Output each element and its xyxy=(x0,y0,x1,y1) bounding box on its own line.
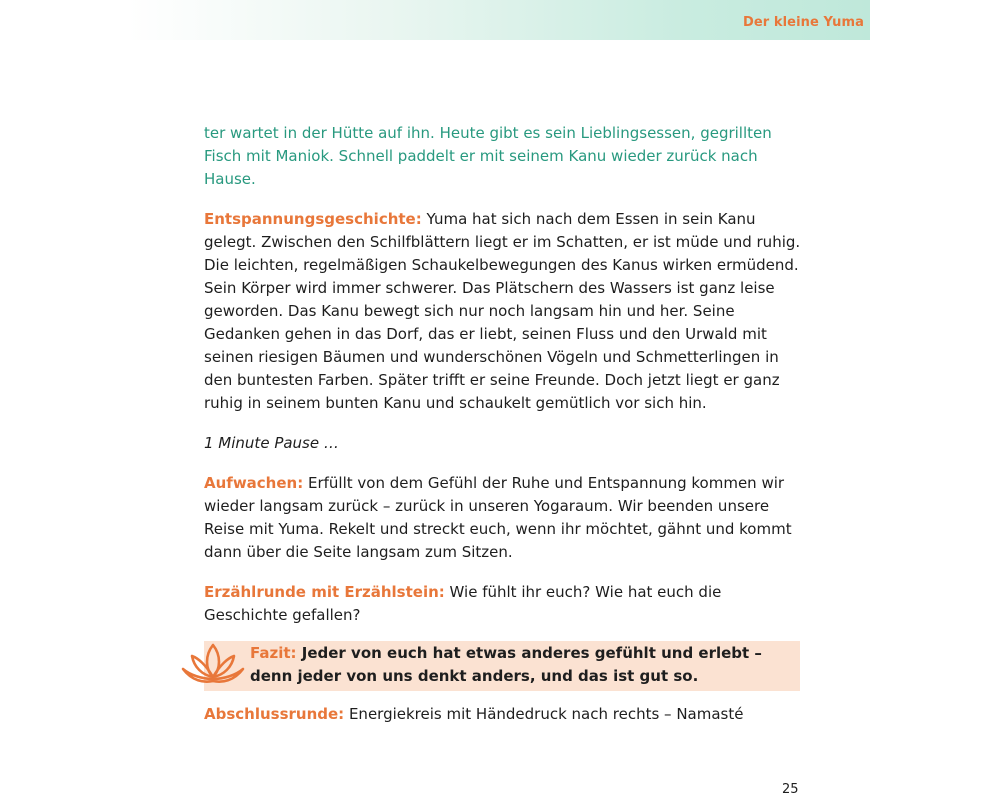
header-band xyxy=(128,0,870,40)
closing-label: Abschlussrunde: xyxy=(204,705,345,723)
relaxation-label: Entspannungsgeschichte: xyxy=(204,210,422,228)
closing-text: Energiekreis mit Händedruck nach rechts – Namasté xyxy=(344,705,744,723)
wake-text: Erfüllt von dem Gefühl der Ruhe und Entspannung kommen wir wieder langsam zurück – zurück in unseren Yogaraum. Wir beenden unsere Reise mit Yuma. Rekelt und streckt euch, wenn ihr möchtet, gähnt und kommt dann über die Seite langsam zum Sitzen. xyxy=(204,474,792,561)
story-round-text: Wie fühlt ihr euch? Wie hat euch die Geschichte gefallen? xyxy=(204,583,722,624)
page-content xyxy=(204,122,804,743)
closing-paragraph xyxy=(204,703,804,726)
fazit-label: Fazit: xyxy=(250,644,297,662)
story-round-paragraph xyxy=(204,581,804,627)
relaxation-text: Yuma hat sich nach dem Essen in sein Kanu gelegt. Zwischen den Schilfblättern liegt er im Schatten, er ist müde und ruhig. Die leichten, regelmäßigen Schaukelbewegungen des Kanus wirken ermüdend. Sein Körper wird immer schwerer. Das Plätschern des Wassers ist ganz leise geworden. Das Kanu bewegt sich nur noch langsam hin und her. Seine Gedanken gehen in das Dorf, das er liebt, seinen Fluss und den Urwald mit seinen riesigen Bäumen und wunderschönen Vögeln und Schmetterlingen in den buntesten Farben. Später trifft er seine Freunde. Doch jetzt liegt er ganz ruhig in seinem bunten Kanu und schaukelt gemütlich vor sich hin. xyxy=(204,210,801,412)
fazit-text: Jeder von euch hat etwas anderes gefühlt und erlebt – denn jeder von uns denkt anders, und das ist gut so. xyxy=(250,644,762,685)
fazit-box xyxy=(204,641,800,691)
page-number: 25 xyxy=(782,782,799,797)
lotus-icon xyxy=(180,641,246,687)
intro-paragraph: ter wartet in der Hütte auf ihn. Heute gibt es sein Lieblingsessen, gegrillten Fisch mit Maniok. Schnell paddelt er mit seinem Kanu wieder zurück nach Hause. xyxy=(204,124,772,188)
relaxation-paragraph xyxy=(204,208,804,415)
running-title: Der kleine Yuma xyxy=(742,15,864,30)
wake-paragraph xyxy=(204,472,804,564)
wake-label: Aufwachen: xyxy=(204,474,304,492)
story-round-label: Erzählrunde mit Erzählstein: xyxy=(204,583,445,601)
pause-note: 1 Minute Pause … xyxy=(204,434,339,452)
